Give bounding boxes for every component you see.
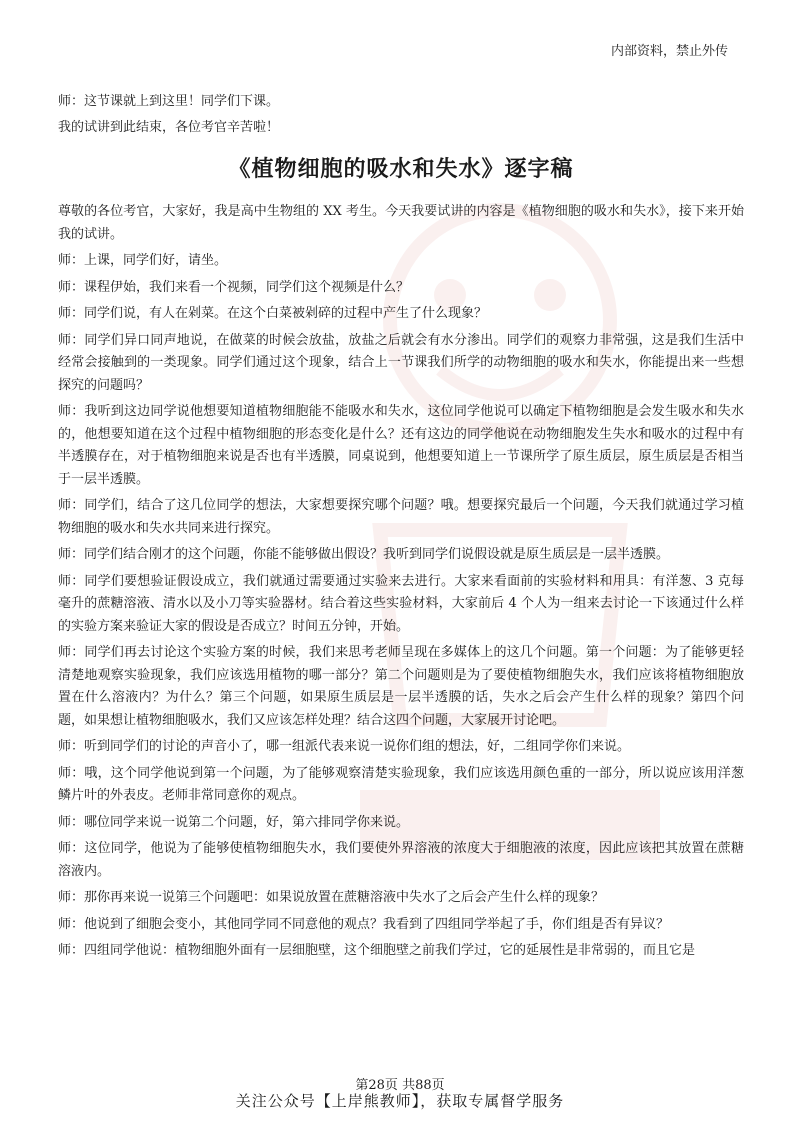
paragraph: 师：那你再来说一说第三个问题吧：如果说放置在蔗糖溶液中失水了之后会产生什么样的现象？	[58, 890, 605, 905]
confidential-note: 内部资料，禁止外传	[610, 44, 728, 59]
paragraph: 师：同学们异口同声地说，在做菜的时候会放盐，放盐之后就会有水分渗出。同学们的观察力非常强，这是我们生活中经常会接触到的一类现象。同学们通过这个现象，结合上一节课我们所学的动物细胞的吸水和失水，你能提出来一些想探究的问题吗？	[58, 332, 744, 393]
paragraph: 尊敬的各位考官，大家好，我是高中生物组的 XX 考生。今天我要试讲的内容是《植物细胞的吸水和失水》，接下来开始我的试讲。	[58, 204, 744, 242]
footer-promo: 关注公众号【上岸熊教师】，获取专属督学服务	[235, 1092, 565, 1110]
paragraph: 师：四组同学他说：植物细胞外面有一层细胞壁，这个细胞壁之前我们学过，它的延展性是非常弱的，而且它是	[58, 943, 696, 958]
paragraph: 师：他说到了细胞会变小，其他同学同不同意他的观点？我看到了四组同学举起了手，你们组是否有异议？	[58, 916, 670, 932]
paragraph: 师：上课，同学们好，请坐。	[58, 253, 228, 268]
previous-page-line: 我的试讲到此结束，各位考官辛苦啦！	[58, 120, 280, 135]
paragraph: 师：哪位同学来说一说第二个问题，好，第六排同学你来说。	[58, 814, 410, 830]
paragraph: 师：同学们，结合了这几位同学的想法，大家想要探究哪个问题？哦。想要探究最后一个问题，今天我们就通过学习植物细胞的吸水和失水共同来进行探究。	[58, 498, 744, 536]
paragraph: 师：同学们结合刚才的这个问题，你能不能够做出假设？我听到同学们说假设就是原生质层是一层半透膜。	[58, 547, 670, 562]
paragraph: 师：同学们再去讨论这个实验方案的时候，我们来思考老师呈现在多媒体上的这几个问题。第一个问题：为了能够更轻清楚地观察实验现象，我们应该选用植物的哪一部分？第二个问题则是为了要使植物细胞失水，我们应该将植物细胞放置在什么溶液内？为什么？第三个问题，如果原生质层是一层半透膜的话，失水之后会产生什么样的现象？第四个问题，如果想让植物细胞吸水，我们又应该怎样处理？结合这四个问题，大家展开讨论吧。	[58, 645, 744, 728]
paragraph: 师：这位同学，他说为了能够使植物细胞失水，我们要使外界溶液的浓度大于细胞液的浓度，因此应该把其放置在蔗糖溶液内。	[58, 841, 744, 879]
paragraph: 师：同学们说，有人在剁菜。在这个白菜被剁碎的过程中产生了什么现象？	[58, 306, 488, 321]
paragraph: 师：同学们要想验证假设成立，我们就通过需要通过实验来去进行。大家来看面前的实验材料和用具：有洋葱、3 克每毫升的蔗糖溶液、清水以及小刀等实验器材。结合着这些实验材料，大家前后 4 个人为一组来去讨论一下该通过什么样的实验方案来验证大家的假设是否成立？时间五分钟，开始。	[58, 573, 744, 634]
paragraph: 师：我听到这边同学说他想要知道植物细胞能不能吸水和失水，这位同学他说可以确定下植物细胞是会发生吸水和失水的，他想要知道在这个过程中植物细胞的形态变化是什么？还有这边的同学他说在动物细胞发生失水和吸水的过程中有半透膜存在，对于植物细胞来说是否也有半透膜，同桌说到，他想要知道上一节课所学了原生质层，原生质层是否相当于一层半透膜。	[58, 404, 744, 487]
paragraph: 师：课程伊始，我们来看一个视频，同学们这个视频是什么？	[58, 279, 410, 295]
document-body	[58, 92, 744, 967]
previous-page-line: 师：这节课就上到这里！同学们下课。	[58, 94, 280, 109]
document-title: 《植物细胞的吸水和失水》逐字稿	[228, 156, 574, 182]
paragraph: 师：听到同学们的讨论的声音小了，哪一组派代表来说一说你们组的想法，好，二组同学你们来说。	[58, 739, 631, 754]
paragraph: 师：哦，这个同学他说到第一个问题，为了能够观察清楚实验现象，我们应该选用颜色重的一部分，所以说应该用洋葱鳞片叶的外表皮。老师非常同意你的观点。	[58, 765, 744, 803]
page-number: 第28页 共88页	[355, 1078, 445, 1093]
